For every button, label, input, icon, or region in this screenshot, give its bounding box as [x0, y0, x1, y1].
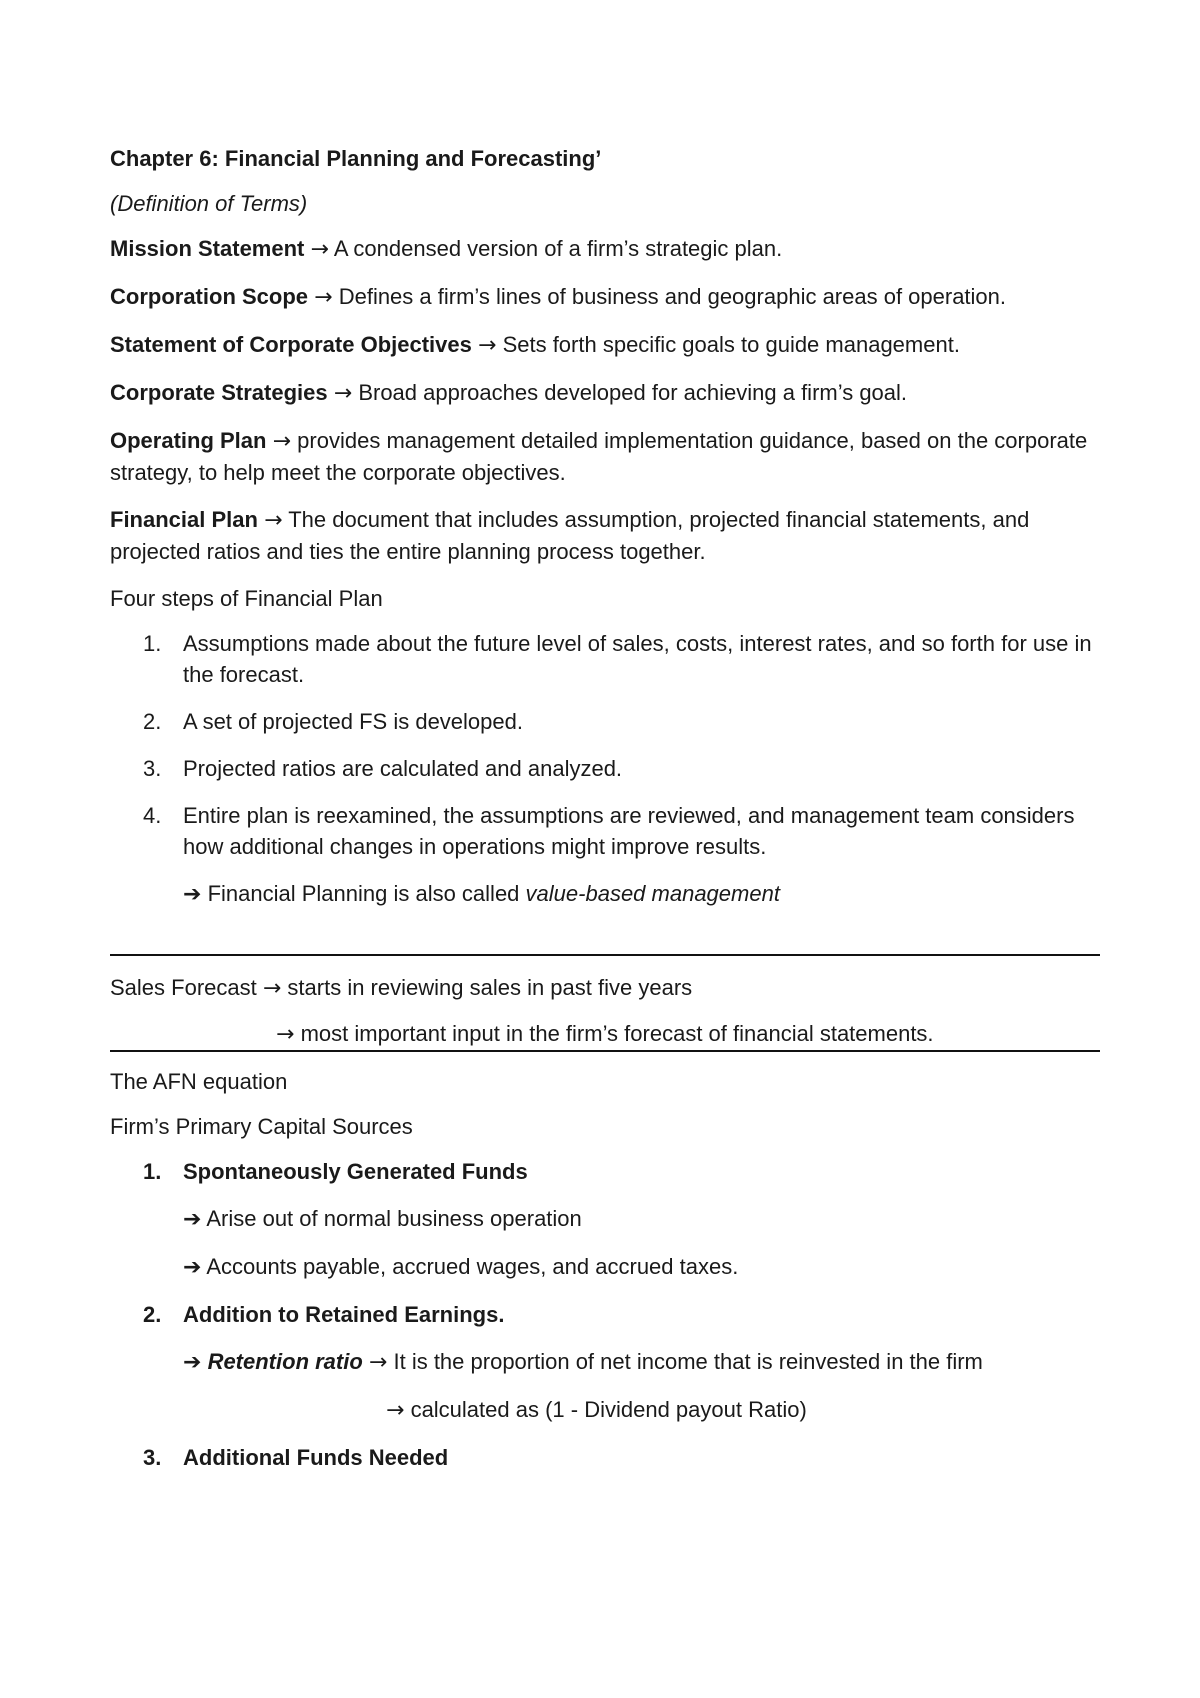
definition-term: Mission Statement	[110, 236, 305, 261]
definition-term: Financial Plan	[110, 507, 258, 532]
list-number: 1.	[143, 1159, 162, 1184]
arrow-right-icon: →	[276, 1022, 295, 1047]
list-text: Assumptions made about the future level of sales, costs, interest rates, and so forth for use in the forecast.	[183, 631, 1092, 687]
definition-term: Operating Plan	[110, 428, 267, 453]
sub-bullet	[110, 1251, 1100, 1283]
definition-text: provides management detailed implementation guidance, based on the corporate strategy, to help meet the corporate objectives.	[110, 428, 1088, 485]
list-item	[110, 628, 1100, 690]
arrow-right-icon: →	[386, 1398, 405, 1423]
capital-sources-list	[110, 1299, 1100, 1330]
list-item	[110, 1299, 1100, 1330]
steps-list	[110, 628, 1100, 862]
definition-text: Sets forth specific goals to guide management.	[502, 332, 960, 357]
definition-term: Corporate Strategies	[110, 380, 328, 405]
list-title: Addition to Retained Earnings.	[183, 1302, 505, 1327]
capital-sources-heading: Firm’s Primary Capital Sources	[110, 1114, 413, 1139]
sales-forecast-text: starts in reviewing sales in past five years	[287, 975, 693, 1000]
bullet-arrow-icon: ➔	[183, 1350, 202, 1375]
list-title: Additional Funds Needed	[183, 1445, 449, 1470]
list-number: 3.	[143, 1445, 162, 1470]
definition-term: Statement of Corporate Objectives	[110, 332, 472, 357]
divider-bottom	[110, 1050, 1100, 1052]
document-subtitle: (Definition of Terms)	[110, 191, 308, 216]
sales-forecast-line-2	[110, 1018, 1100, 1050]
sub-bullet-text: Arise out of normal business operation	[206, 1206, 582, 1231]
list-title: Spontaneously Generated Funds	[183, 1159, 528, 1184]
definition-corporation-scope	[110, 281, 1100, 313]
list-text: Entire plan is reexamined, the assumptions are reviewed, and management team considers how additional changes in operations might improve results.	[183, 803, 1075, 859]
document-body	[110, 143, 1100, 1489]
list-text: A set of projected FS is developed.	[183, 709, 523, 734]
definition-term: Corporation Scope	[110, 284, 309, 309]
value-based-note	[110, 878, 1100, 910]
list-number: 4.	[143, 803, 162, 828]
retention-calc	[110, 1394, 1100, 1426]
sales-forecast-text: most important input in the firm’s forecast of financial statements.	[300, 1021, 934, 1046]
definition-corporate-strategies	[110, 377, 1100, 409]
definition-corporate-objectives	[110, 329, 1100, 361]
list-item	[110, 1156, 1100, 1187]
list-text: Projected ratios are calculated and analyzed.	[183, 756, 623, 781]
steps-heading: Four steps of Financial Plan	[110, 586, 383, 611]
afn-heading: The AFN equation	[110, 1069, 288, 1094]
definition-text: The document that includes assumption, projected financial statements, and projected ratios and ties the entire planning process together.	[110, 507, 1030, 564]
document-title: Chapter 6: Financial Planning and Forecasting’	[110, 146, 602, 171]
arrow-right-icon: →	[333, 381, 353, 406]
retention-ratio-term: Retention ratio	[207, 1349, 363, 1374]
definition-financial-plan	[110, 504, 1100, 567]
arrow-right-icon: →	[272, 429, 292, 454]
list-item	[110, 753, 1100, 784]
definition-text: Defines a firm’s lines of business and geographic areas of operation.	[338, 284, 1007, 309]
sales-forecast-label: Sales Forecast	[110, 975, 257, 1000]
arrow-right-icon: →	[368, 1350, 388, 1375]
arrow-right-icon: →	[314, 285, 333, 310]
note-text: Financial Planning is also called	[207, 881, 520, 906]
list-number: 1.	[143, 631, 162, 656]
arrow-right-icon: →	[262, 976, 282, 1001]
definition-text: A condensed version of a firm’s strategic plan.	[333, 236, 783, 261]
definition-text: Broad approaches developed for achieving a firm’s goal.	[358, 380, 908, 405]
sub-bullet	[110, 1346, 1100, 1378]
list-number: 3.	[143, 756, 162, 781]
bullet-arrow-icon: ➔	[183, 1255, 202, 1280]
sub-bullet	[110, 1203, 1100, 1235]
sub-bullet-text: Accounts payable, accrued wages, and accrued taxes.	[206, 1254, 739, 1279]
bullet-arrow-icon: ➔	[183, 1207, 202, 1232]
arrow-right-icon: →	[310, 237, 329, 262]
list-number: 2.	[143, 1302, 162, 1327]
sales-forecast-block	[110, 956, 1100, 1050]
list-item	[110, 706, 1100, 737]
sales-forecast-line-1	[110, 972, 1100, 1004]
capital-sources-list	[110, 1442, 1100, 1473]
capital-sources-list	[110, 1156, 1100, 1187]
list-number: 2.	[143, 709, 162, 734]
definition-operating-plan	[110, 425, 1100, 488]
retention-calc-text: calculated as (1 - Dividend payout Ratio)	[410, 1397, 807, 1422]
arrow-right-icon: →	[478, 333, 497, 358]
list-item	[110, 1442, 1100, 1473]
bullet-arrow-icon: ➔	[183, 882, 202, 907]
arrow-right-icon: →	[264, 508, 283, 533]
definition-mission-statement	[110, 233, 1100, 265]
note-emphasis: value-based management	[525, 881, 780, 906]
sub-bullet-text: It is the proportion of net income that is reinvested in the firm	[393, 1349, 983, 1374]
list-item	[110, 800, 1100, 862]
